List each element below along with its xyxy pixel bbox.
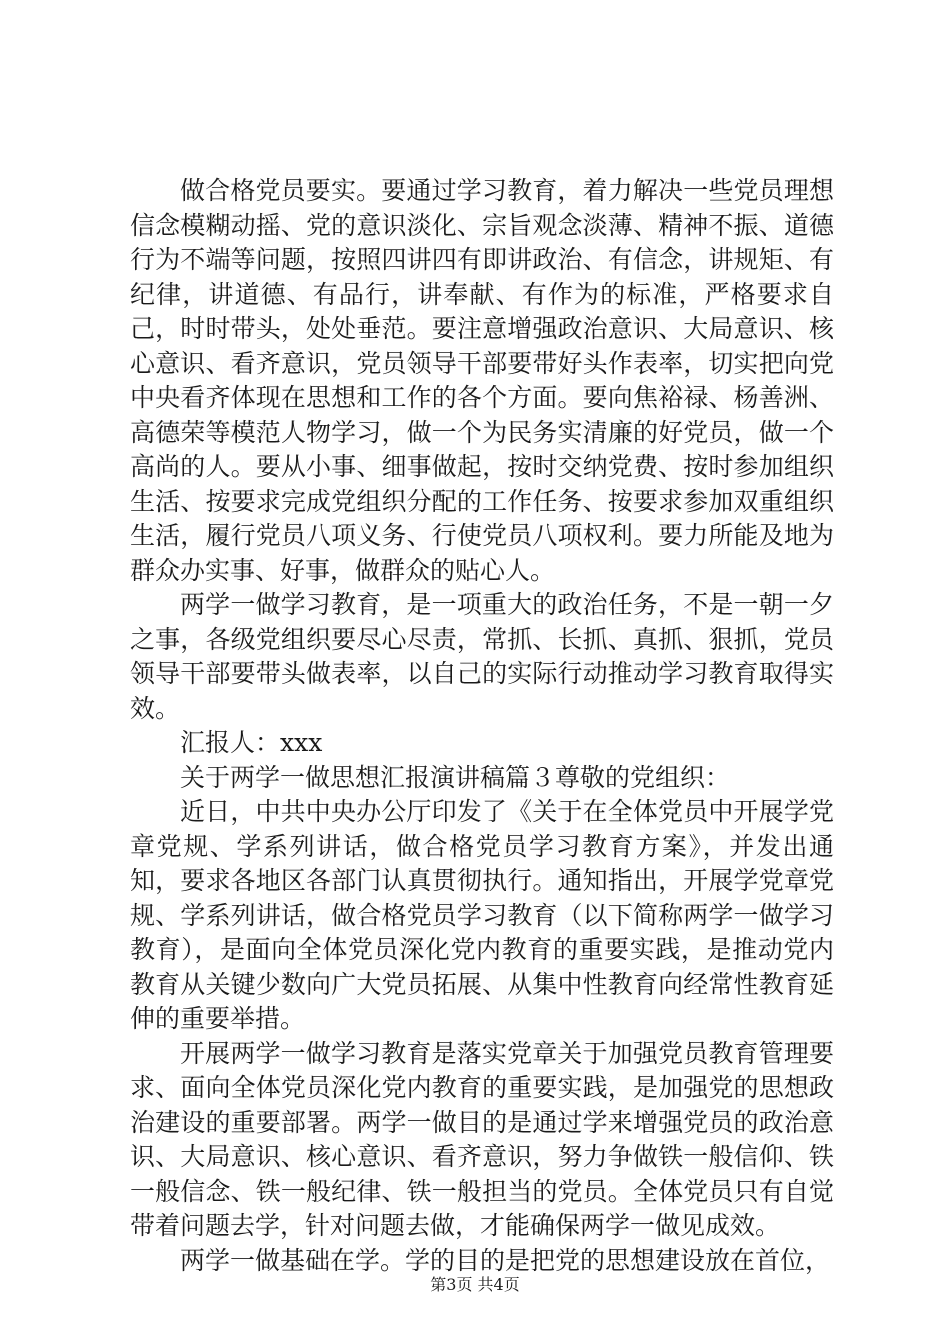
paragraph: 做合格党员要实。要通过学习教育，着力解决一些党员理想信念模糊动摇、党的意识淡化、宗旨观念淡薄、精神不振、道德行为不端等问题，按照四讲四有即讲政治、有信念，讲规矩、有纪律，讲道德、有品行，讲奉献、有作为的标准，严格要求自己，时时带头，处处垂范。要注意增强政治意识、大局意识、核心意识、看齐意识，党员领导干部要带好头作表率，切实把向党中央看齐体现在思想和工作的各个方面。要向焦裕禄、杨善洲、高德荣等模范人物学习，做一个为民务实清廉的好党员，做一个高尚的人。要从小事、细事做起，按时交纳党费、按时参加组织生活、按要求完成党组织分配的工作任务、按要求参加双重组织生活，履行党员八项义务、行使党员八项权利。要力所能及地为群众办实事、好事，做群众的贴心人。 <box>130 176 834 585</box>
paragraph: 开展两学一做学习教育是落实党章关于加强党员教育管理要求、面向全体党员深化党内教育的重要实践，是加强党的思想政治建设的重要部署。两学一做目的是通过学来增强党员的政治意识、大局意识、核心意识、看齐意识，努力争做铁一般信仰、铁一般信念、铁一般纪律、铁一般担当的党员。全体党员只有自觉带着问题去学，针对问题去做，才能确保两学一做见成效。 <box>130 1038 834 1240</box>
paragraph: 近日，中共中央办公厅印发了《关于在全体党员中开展学党章党规、学系列讲话，做合格党员学习教育方案》，并发出通知，要求各地区各部门认真贯彻执行。通知指出，开展学党章党规、学系列讲话，做合格党员学习教育（以下简称两学一做学习教育），是面向全体党员深化党内教育的重要实践，是推动党内教育从关键少数向广大党员拓展、从集中性教育向经常性教育延伸的重要举措。 <box>130 797 834 1033</box>
paragraph: 两学一做学习教育，是一项重大的政治任务，不是一朝一夕之事，各级党组织要尽心尽责，常抓、长抓、真抓、狠抓，党员领导干部要带头做表率，以自己的实际行动推动学习教育取得实效。 <box>130 590 834 723</box>
paragraph: 两学一做基础在学。学的目的是把党的思想建设放在首位， <box>180 1245 831 1275</box>
section-heading: 关于两学一做思想汇报演讲稿篇３尊敬的党组织： <box>180 762 731 792</box>
signature-line: 汇报人：xxx <box>180 728 323 757</box>
document-body <box>130 174 834 1278</box>
page-footer: 第3页 共4页 <box>430 1275 520 1294</box>
